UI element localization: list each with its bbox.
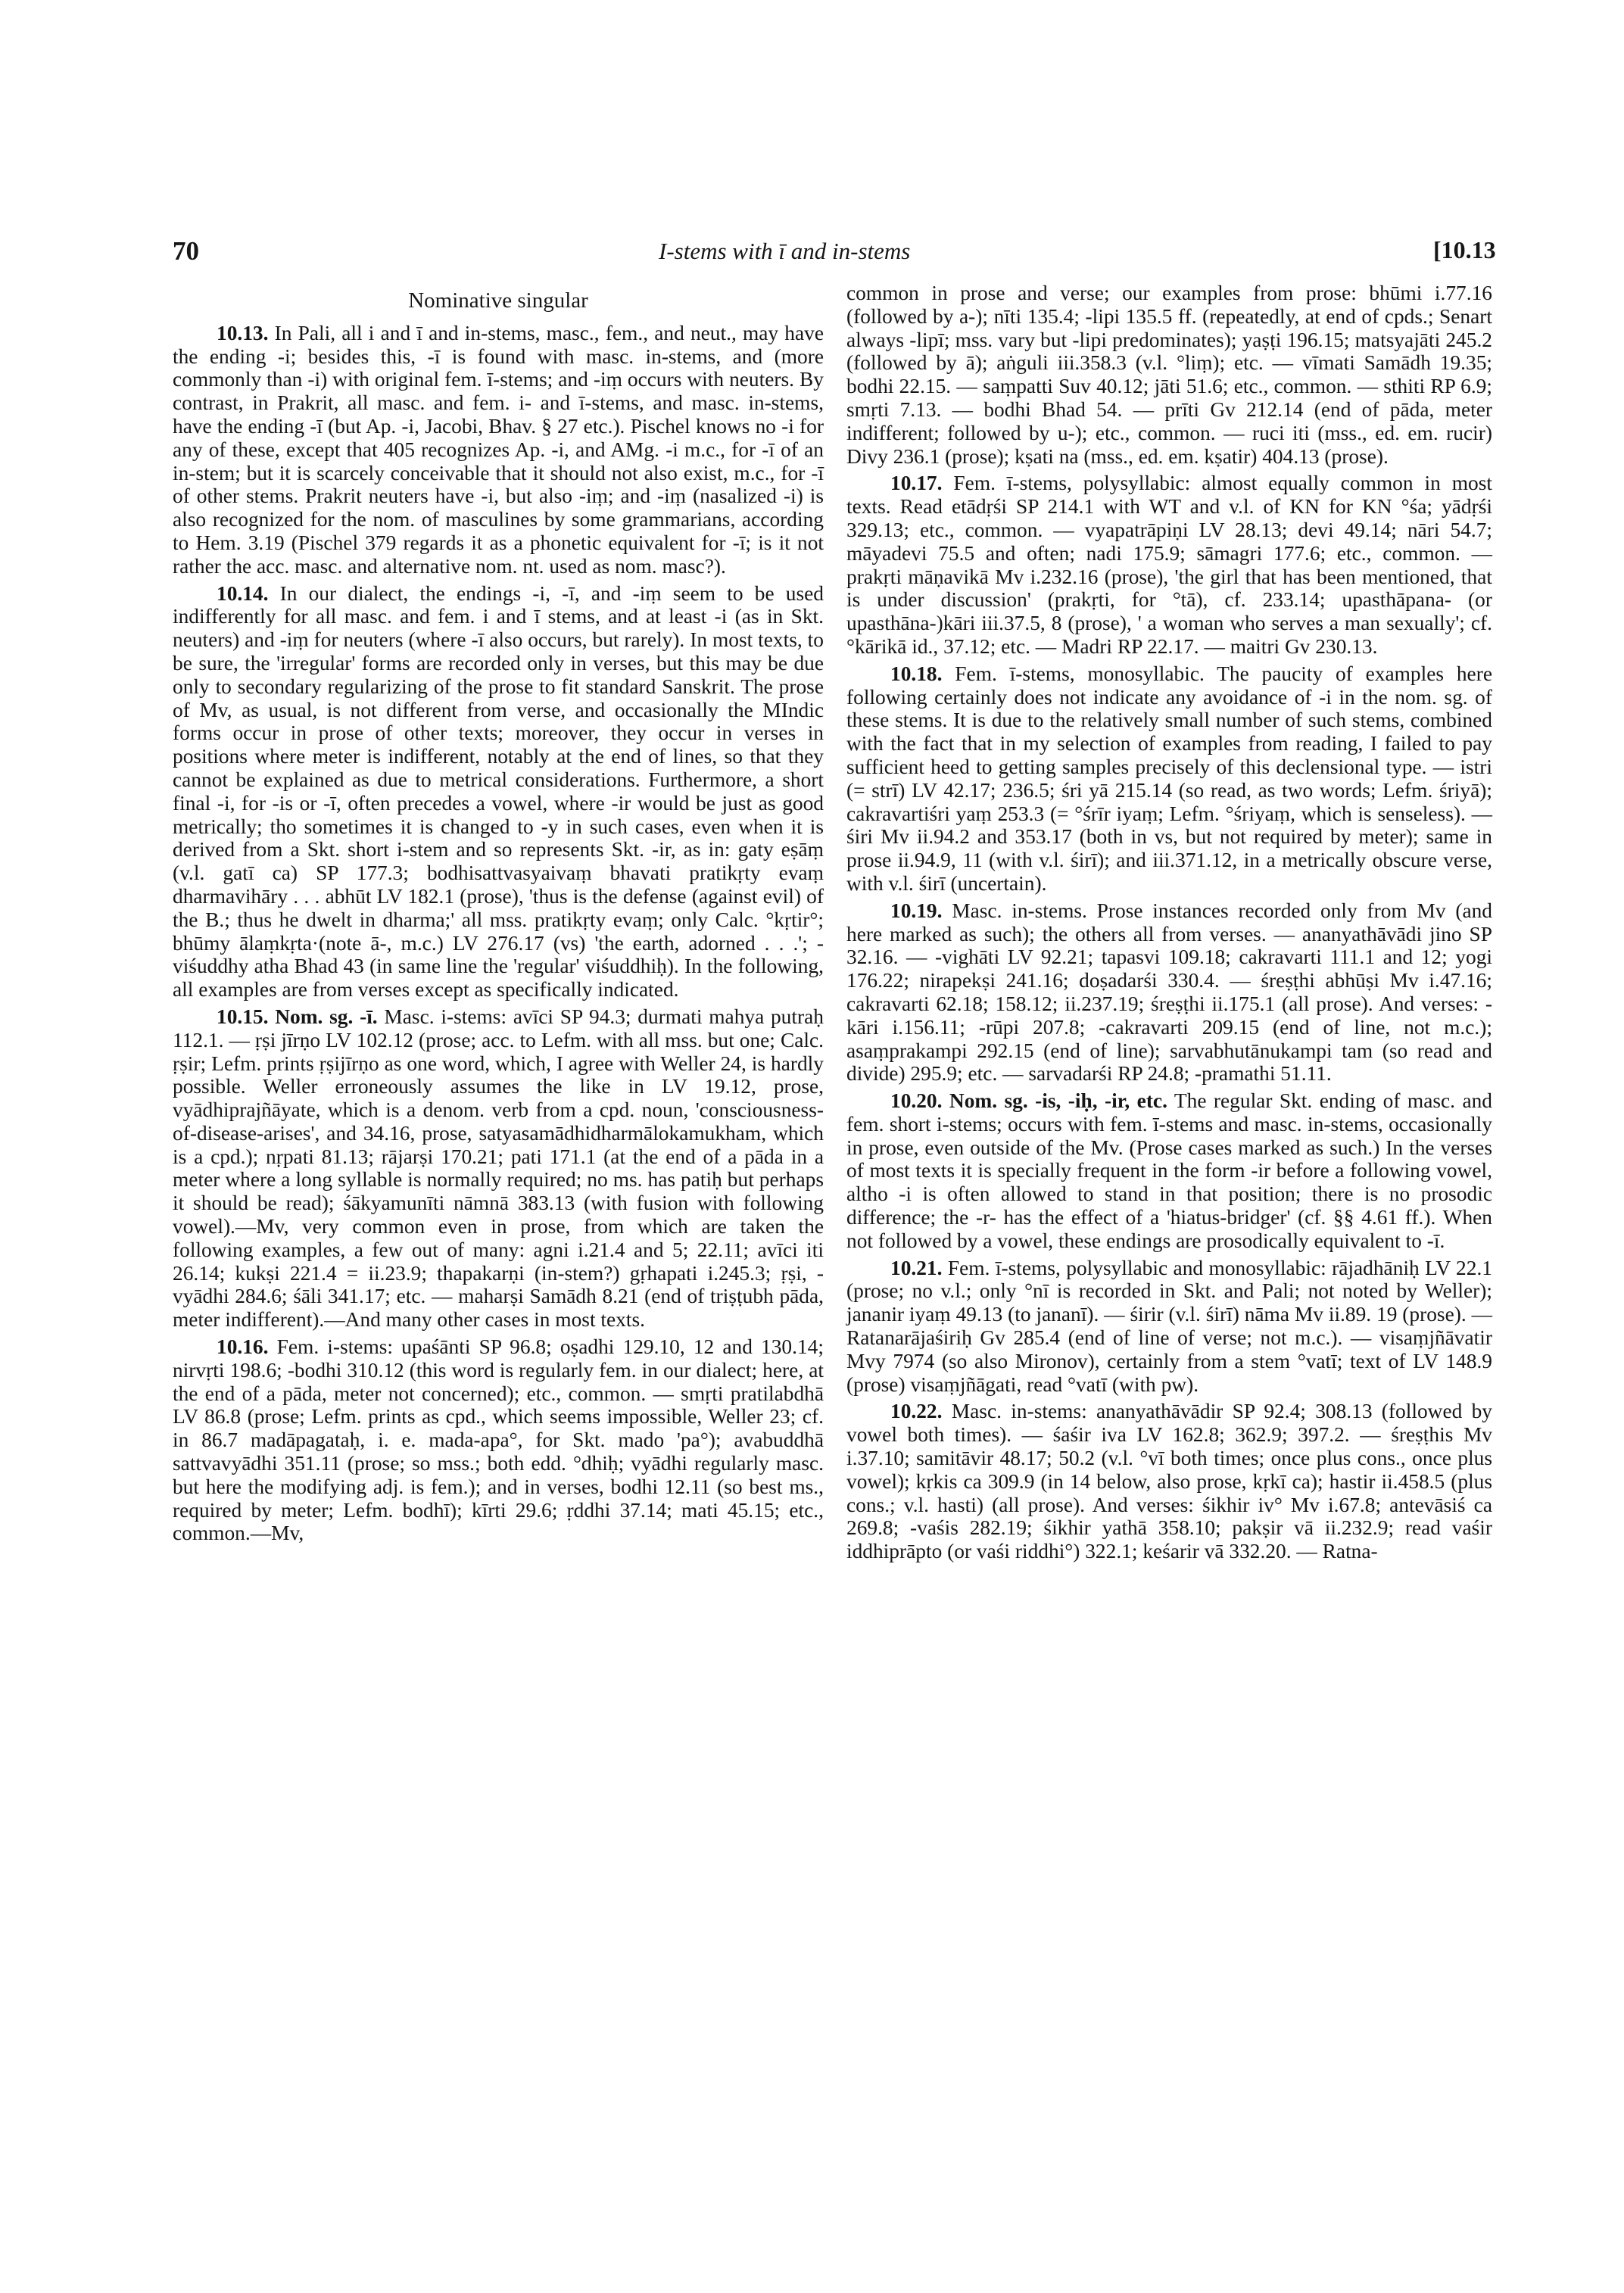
page-number: 70: [173, 236, 199, 266]
paragraph-10-16: [173, 1335, 824, 1545]
paragraph-text: common in prose and verse; our examples from prose: bhūmi i.77.16 (followed by a-); nīti 135.4; -lipi 135.5 ff. (repeatedly, at end of cpds.; Senart always -lipī; mss. vary but -lipi predominates); yaṣṭi 196.15; matsyajāti 245.2 (followed by ā); aṅguli iii.358.3 (v.l. °liṃ); etc. — vīmati Samādh 19.35; bodhi 22.15. — saṃpatti Suv 40.12; jāti 51.6; etc., common. — sthiti RP 6.9; smṛti 7.13. — bodhi Bhad 54. — prīti Gv 212.14 (end of pāda, meter indifferent; followed by u-); etc., common. — ruci iti (mss., ed. em. rucir) Divy 236.1 (prose); kṣati na (mss., ed. em. kṣatir) 404.13 (prose).: [846, 282, 1492, 468]
running-title: I-stems with ī and in-stems: [659, 238, 911, 264]
paragraph-text: Fem. ī-stems, polysyllabic and monosyllabic: rājadhāniḥ LV 22.1 (prose; no v.l.; only °nī is recorded in Skt. and Pali; not noted by Weller); jananir iyaṃ 49.13 (to jananī). — śirir (v.l. śirī) nāma Mv ii.89. 19 (prose). — Ratanarājaśiriḥ Gv 285.4 (end of line of verse; not m.c.). — visaṃjñāvatir Mvy 7974 (so also Mironov), certainly from a stem °vatī; text of LV 148.9 (prose) visaṃjñāgati, read °vatī (with pw).: [846, 1256, 1492, 1396]
section-number: 10.16.: [217, 1335, 269, 1359]
paragraph-text: In our dialect, the endings -i, -ī, and -iṃ seem to be used indifferently for all masc. and fem. i and ī stems, and at least -i (as in Skt. neuters) and -iṃ for neuters (where -ī also occurs, but rarely). In most texts, to be sure, the 'irregular' forms are recorded only in verses, but this may be due only to secondary regularizing of the prose to fit standard Sanskrit. The prose of Mv, as usual, is not different from verse, and occasionally the MIndic forms occur in prose of other texts; moreover, they occur in verses in positions where meter is indifferent, notably at the end of lines, so that they cannot be explained as due to metrical considerations. Furthermore, a short final -i, for -is or -ī, often precedes a vowel, where -ir would be just as good metrically; tho sometimes it is changed to -y in such cases, even when it is derived from a Skt. short i-stem and so represents Skt. -ir, as in: gaty eṣāṃ (v.l. gatī ca) SP 177.3; bodhisattvasyaivaṃ bhavati pratikṛty evaṃ dharmavihāry . . . abhūt LV 182.1 (prose), 'thus is the defense (against evil) of the B.; thus he dwelt in dharma;' all mss. pratikṛty evaṃ; only Calc. °kṛtir°; bhūmy ālaṃkṛta·(note ā-, m.c.) LV 276.17 (vs) 'the earth, adorned . . .'; -viśuddhy atha Bhad 43 (in same line the 'regular' viśuddhiḥ). In the following, all examples are from verses except as specifically indicated.: [173, 581, 824, 1002]
section-number: 10.14.: [217, 581, 269, 605]
paragraph-text: The regular Skt. ending of masc. and fem. short i-stems; occurs with fem. ī-stems and masc. in-stems, occasionally in prose, even outside of the Mv. (Prose cases marked as such.) In the verses of most texts it is specially frequent in the form -ir before a following vowel, altho -i is often allowed to stand in that position; there is no prosodic difference; the -r- has the effect of a 'hiatus-bridger' (cf. §§ 4.61 ff.). When not followed by a vowel, these endings are prosodically equivalent to -ī.: [846, 1089, 1493, 1252]
section-heading: Nom. sg. -is, -iḥ, -ir, etc.: [949, 1089, 1167, 1113]
section-heading: Nom. sg. -ī.: [275, 1005, 378, 1028]
section-number: 10.13.: [217, 321, 269, 344]
section-number: 10.19.: [890, 899, 943, 922]
section-number: 10.15.: [217, 1005, 269, 1028]
paragraph-continued: [846, 282, 1492, 468]
paragraph-10-20: [846, 1089, 1492, 1253]
paragraph-text: Fem. i-stems: upaśānti SP 96.8; oṣadhi 129.10, 12 and 130.14; nirvṛti 198.6; -bodhi 310.12 (this word is regularly fem. in our dialect; here, at the end of a pāda, meter not concerned); etc., common. — smṛti pratilabdhā LV 86.8 (prose; Lefm. prints as cpd., which seems impossible, Weller 23; cf. in 86.7 madāpagataḥ, i. e. mada-apa°, for Skt. mado 'pa°); avabuddhā sattvavyādhi 351.11 (prose; so mss.; both edd. °dhiḥ; vyādhi regularly masc. but here the modifying adj. is fem.); and in verses, bodhi 12.11 (so best ms., required by meter; Lefm. bodhī); kīrti 29.6; ṛddhi 37.14; mati 45.15; etc., common.—Mv,: [173, 1335, 824, 1545]
paragraph-10-17: [846, 472, 1492, 658]
paragraph-10-22: [846, 1400, 1492, 1563]
paragraph-text: Fem. ī-stems, monosyllabic. The paucity of examples here following certainly does not indicate any avoidance of -i in the nom. sg. of these stems. It is due to the relatively small number of such stems, combined with the fact that in my selection of examples from reading, I failed to pay sufficient heed to getting samples precisely of this declensional type. — istri (= strī) LV 42.17; 236.5; śri yā 215.14 (so read, as two words; Lefm. śriyā); cakravartiśri yaṃ 253.3 (= °śrīr iyaṃ; Lefm. °śriyaṃ, which is senseless). — śiri Mv ii.94.2 and 353.17 (both in vs, but not required by meter); same in prose ii.94.9, 11 (with v.l. śirī); and iii.371.12, in a metrically obscure verse, with v.l. śirī (uncertain).: [846, 662, 1492, 895]
section-number: 10.20.: [890, 1089, 943, 1113]
section-number: 10.22.: [890, 1400, 943, 1423]
paragraph-10-21: [846, 1257, 1492, 1397]
paragraph-10-13: [173, 322, 824, 578]
section-number: 10.21.: [890, 1256, 943, 1279]
paragraph-text: Masc. in-stems. Prose instances recorded only from Mv (and here marked as such); the others all from verses. — ananyathāvādi jino SP 32.16. — -vighāti LV 92.21; tapasvi 109.18; cakravarti 111.1 and 12; yogi 176.22; nirapekṣi 241.16; doṣadarśi 330.4. — śreṣṭhi abhūṣi Mv i.47.16; cakravarti 62.18; 158.12; ii.237.19; śreṣṭhi ii.175.1 (all prose). And verses: -kāri i.156.11; -rūpi 207.8; -cakravarti 209.15 (end of line, not m.c.); asaṃprakampi 292.15 (end of line); sarvabhutānukampi tam (so read and divide) 295.9; etc. — sarvadarśi RP 24.8; -pramathi 51.11.: [846, 899, 1492, 1086]
paragraph-10-18: [846, 662, 1492, 896]
section-reference: [10.13: [1433, 236, 1496, 263]
paragraph-text: In Pali, all i and ī and in-stems, masc., fem., and neut., may have the ending -i; besides this, -ī is found with masc. in-stems, and (more commonly than -i) with original fem. ī-stems; and -iṃ occurs with neuters. By contrast, in Prakrit, all masc. and fem. i- and ī-stems, and masc. in-stems, have the ending -ī (but Ap. -i, Jacobi, Bhav. § 27 etc.). Pischel knows no -i for any of these, except that 405 recognizes Ap. -i, and AMg. -i m.c., for -ī of an in-stem; but it is scarcely conceivable that it should not also exist, m.c., for -ī of other stems. Prakrit neuters have -i, but also -iṃ; and -iṃ (nasalized -i) is also recognized for the nom. of masculines by some grammarians, according to Hem. 3.19 (Pischel 379 regards it as a phonetic equivalent for -ī; is it not rather the acc. masc. and alternative nom. nt. used as nom. masc?).: [173, 321, 824, 578]
paragraph-10-14: [173, 582, 824, 1002]
paragraph-10-15: [173, 1005, 824, 1332]
paragraph-text: Masc. i-stems: avīci SP 94.3; durmati mahya putraḥ 112.1. — ṛṣi jīrṇo LV 102.12 (prose; acc. to Lefm. with all mss. but one; Calc. ṛṣir; Lefm. prints ṛṣijīrṇo as one word, which, I agree with Weller 24, is hardly possible. Weller erroneously assumes the like in LV 19.12, prose, vyādhiprajñāyate, which is a denom. verb from a cpd. noun, 'consciousness-of-disease-arises', and 34.16, prose, satyasamādhidharmālokamukham, which is a cpd.); nṛpati 81.13; rājarṣi 170.21; pati 171.1 (at the end of a pāda in a meter where a long syllable is normally required; no ms. has patiḥ but perhaps it should be read); śākyamunīti nāmnā 383.13 (with fusion with following vowel).—Mv, very common even in prose, from which are taken the following examples, a few out of many: agni i.21.4 and 5; 22.11; avīci iti 26.14; kukṣi 221.4 = ii.23.9; thapakarṇi (in-stem?) gṛhapati i.245.3; ṛṣi, -vyādhi 284.6; śāli 341.17; etc. — maharṣi Samādh 8.21 (end of triṣṭubh pāda, meter indifferent).—And many other cases in most texts.: [173, 1005, 824, 1332]
paragraph-10-19: [846, 899, 1492, 1086]
section-number: 10.17.: [890, 472, 943, 495]
left-column: [173, 282, 824, 1549]
subheading: Nominative singular: [408, 288, 588, 313]
section-number: 10.18.: [890, 662, 943, 685]
right-column: [846, 282, 1492, 1567]
paragraph-text: Masc. in-stems: ananyathāvādir SP 92.4; 308.13 (followed by vowel both times). — śaśir iva LV 162.8; 362.9; 397.2. — śreṣṭhis Mv i.37.10; samitāvir 48.17; 50.2 (v.l. °vī both times; once plus cons., once plus vowel); kṛkis ca 309.9 (in 14 below, also prose, kṛkī ca); hastir ii.458.5 (plus cons.; v.l. hasti) (all prose). And verses: śikhir iv° Mv i.67.8; antevāsiś ca 269.8; -vaśis 282.19; śikhir yathā 358.10; pakṣir vā ii.232.9; read vaśir iddhiprāpto (or vaśi riddhi°) 322.1; keśarir vā 332.20. — Ratna-: [846, 1400, 1492, 1563]
paragraph-text: Fem. ī-stems, polysyllabic: almost equally common in most texts. Read etādṛśi SP 214.1 with WT and v.l. of KN for KN °śa; yādṛśi 329.13; etc., common. — vyapatrāpiṇi LV 28.13; devi 49.14; nāri 54.7; māyadevi 75.5 and often; nadi 175.9; sāmagri 177.6; etc., common. — prakṛti māṇavikā Mv i.232.16 (prose), 'the girl that has been mentioned, that is under discussion' (prakṛti, for °tā), cf. 233.14; upasthāpana- (or upasthāna-)kāri iii.37.5, 8 (prose), ' a woman who serves a man sexually'; cf. °kārikā id., 37.12; etc. — Madri RP 22.17. — maitri Gv 230.13.: [846, 472, 1492, 658]
